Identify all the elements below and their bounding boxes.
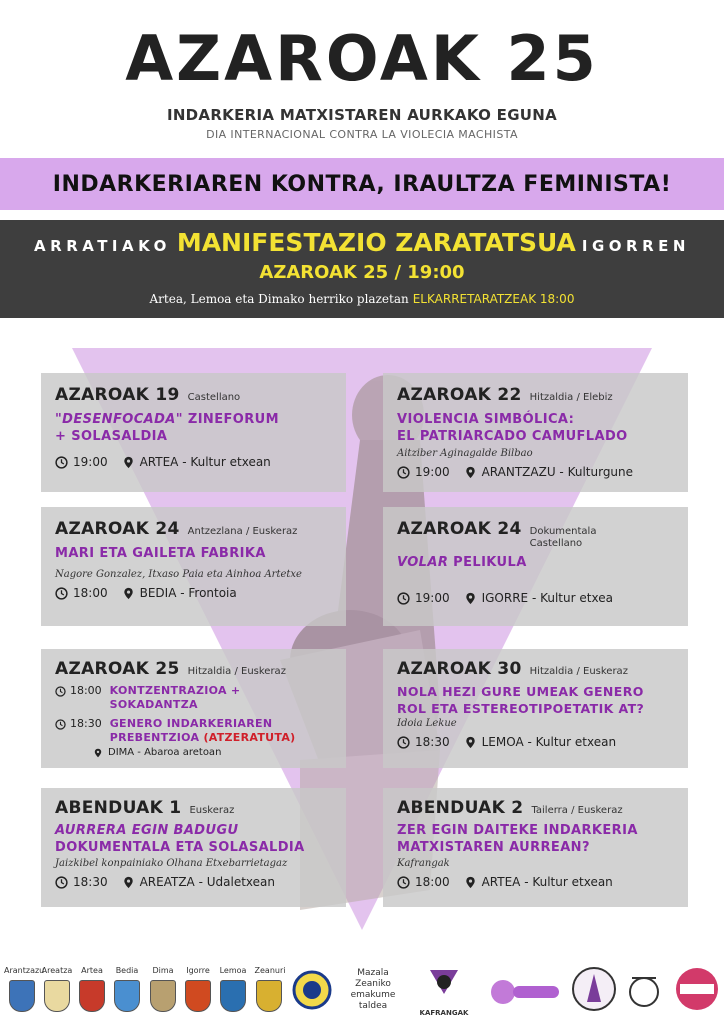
location-pin-icon: [464, 876, 477, 889]
town-label: Bedia: [115, 966, 139, 975]
event-date: AZAROAK 24: [55, 519, 180, 539]
hand-drawn-logo-icon: [622, 968, 666, 1012]
event-speaker: Jaizkibel konpainiako Olhana Etxebarrietagaz: [55, 858, 288, 869]
manifestation-datetime: AZAROAK 25 / 19:00: [259, 262, 465, 283]
event-date: AZAROAK 30: [397, 659, 522, 679]
event-title: AURRERA EGIN BADUGU DOKUMENTALA ETA SOLASALDIA: [55, 823, 305, 855]
event-title: VOLAR PELIKULA: [397, 555, 527, 570]
poster-title: AZAROAK 25: [125, 22, 599, 95]
event-place: IGORRE: [481, 591, 529, 605]
artea-coat-of-arms-icon: [79, 980, 105, 1012]
event-venue: - Kultur etxean: [178, 455, 271, 469]
manifestation-band: [0, 220, 724, 318]
event-tag: Castellano: [529, 538, 583, 549]
event-time: 18:30: [70, 717, 102, 730]
clock-icon: [55, 587, 68, 600]
footer-logos: [0, 960, 724, 1024]
manifestation-note: Artea, Lemoa eta Dimako herriko plazetan ELKARRETARATZEAK 18:00: [149, 292, 575, 306]
event-title: GENERO INDARKERIAREN PREBENTZIOA (ATZERATUTA): [109, 717, 296, 744]
manifestation-right: IGORREN: [581, 237, 690, 255]
event-card-azaroak-30[interactable]: [383, 649, 688, 768]
event-time: 19:00: [73, 455, 108, 469]
event-date: ABENDUAK 1: [55, 798, 182, 818]
zeanuri-coat-of-arms-icon: [256, 980, 282, 1012]
lemoa-coat-of-arms-icon: [220, 980, 246, 1012]
town-label: Igorre: [186, 966, 210, 975]
event-date: ABENDUAK 2: [397, 798, 524, 818]
event-speaker: Kafrangak: [397, 858, 450, 869]
clock-icon: [55, 876, 68, 889]
town-label: Arantzazu: [4, 966, 45, 975]
event-tag: Hitzaldia / Euskeraz: [529, 666, 628, 677]
location-pin-icon: [464, 466, 477, 479]
location-pin-icon: [122, 876, 135, 889]
event-place: ARTEA: [139, 455, 179, 469]
clock-icon: [397, 736, 410, 749]
purple-group-logo-icon: [485, 974, 563, 1008]
poster-subtitle: INDARKERIA MATXISTAREN AURKAKO EGUNA: [166, 106, 558, 124]
event-tag: Tailerra / Euskeraz: [531, 805, 623, 816]
event-place: AREATZA: [139, 875, 195, 889]
clock-icon: [397, 876, 410, 889]
event-time: 18:00: [73, 586, 108, 600]
town-label: Dima: [152, 966, 174, 975]
event-place: LEMOA: [481, 735, 524, 749]
clock-icon: [55, 686, 66, 697]
event-date: AZAROAK 22: [397, 385, 522, 405]
event-tag: Euskeraz: [189, 805, 235, 816]
location-pin-icon: [464, 736, 477, 749]
event-venue: - Udaletxean: [194, 875, 275, 889]
event-venue: - Abaroa aretoan: [134, 747, 222, 758]
mazala-logo-text: Mazala Zeaniko emakume taldea: [350, 968, 396, 1011]
event-venue: - Frontoia: [176, 586, 237, 600]
slogan-text: INDARKERIAREN KONTRA, IRAULTZA FEMINISTA!: [52, 171, 672, 197]
event-time: 19:00: [415, 465, 450, 479]
feminist-symbol-logo-icon: [571, 966, 617, 1012]
event-tag: Dokumentala: [529, 526, 597, 537]
event-time: 18:00: [69, 684, 102, 697]
event-card-azaroak-24-a[interactable]: [41, 507, 346, 626]
event-place: DIMA: [108, 747, 135, 758]
poster-subtitle-es: DIA INTERNACIONAL CONTRA LA VIOLECIA MACHISTA: [206, 128, 518, 141]
manifestation-left: ARRATIAKO: [34, 237, 171, 255]
event-date: AZAROAK 19: [55, 385, 180, 405]
event-card-azaroak-25[interactable]: [41, 649, 346, 768]
manifestation-title: MANIFESTAZIO ZARATATSUA: [176, 228, 576, 257]
event-title: MARI ETA GAILETA FABRIKA: [55, 546, 266, 561]
event-title: NOLA HEZI GURE UMEAK GENERO ROL ETA ESTEREOTIPOETATIK AT?: [397, 684, 645, 716]
event-card-azaroak-22[interactable]: [383, 373, 688, 492]
clock-icon: [397, 592, 410, 605]
event-card-abenduak-1[interactable]: [41, 788, 346, 907]
event-tag: Castellano: [187, 392, 241, 403]
town-label: Artea: [81, 966, 103, 975]
event-title: "DESENFOCADA" ZINEFORUM + SOLASALDIA: [55, 412, 279, 444]
arantzazu-coat-of-arms-icon: [9, 980, 35, 1012]
event-speaker: Idoia Lekue: [397, 718, 457, 729]
bedia-coat-of-arms-icon: [114, 980, 140, 1012]
event-tag: Hitzaldia / Euskeraz: [187, 666, 286, 677]
town-label: Zeanuri: [254, 966, 286, 975]
event-time: 18:30: [415, 735, 450, 749]
areatza-coat-of-arms-icon: [44, 980, 70, 1012]
event-venue: - Kultur etxean: [523, 735, 617, 749]
kafrangak-logo-icon: [422, 964, 466, 1008]
event-place: ARTEA: [481, 875, 521, 889]
dima-coat-of-arms-icon: [150, 980, 176, 1012]
event-time: 18:30: [73, 875, 108, 889]
event-tag: Antzezlana / Euskeraz: [187, 526, 298, 537]
event-time: 19:00: [415, 591, 450, 605]
zaplastu-logo-icon: [674, 966, 720, 1012]
event-title: VIOLENCIA SIMBÓLICA: EL PATRIARCADO CAMUFLADO: [397, 412, 628, 444]
clock-icon: [55, 456, 68, 469]
postponed-label: (ATZERATUTA): [203, 731, 296, 744]
event-title: ZER EGIN DAITEKE INDARKERIA MATXISTAREN AURREAN?: [397, 823, 638, 855]
location-pin-icon: [464, 592, 477, 605]
event-title: KONTZENTRAZIOA + SOKADANTZA: [109, 684, 241, 711]
location-pin-icon: [93, 748, 103, 758]
location-pin-icon: [122, 587, 135, 600]
event-speaker: Nagore Gonzalez, Itxaso Paia eta Ainhoa Artetxe: [55, 569, 302, 580]
clock-icon: [55, 719, 66, 730]
event-tag: Hitzaldia / Elebiz: [529, 392, 613, 403]
event-card-azaroak-19[interactable]: [41, 373, 346, 492]
event-place: ARANTZAZU: [481, 465, 556, 479]
town-label: Lemoa: [219, 966, 247, 975]
location-pin-icon: [122, 456, 135, 469]
event-speaker: Aitziber Aginagalde Bilbao: [397, 448, 533, 459]
event-date: AZAROAK 24: [397, 519, 522, 539]
event-date: AZAROAK 25: [55, 659, 180, 679]
kafrangak-label: KAFRANGAK: [419, 1009, 469, 1017]
slogan-band: [0, 158, 724, 210]
event-card-azaroak-24-b[interactable]: [383, 507, 688, 626]
event-time: 18:00: [415, 875, 450, 889]
clock-icon: [397, 466, 410, 479]
event-card-abenduak-2[interactable]: [383, 788, 688, 907]
round-seal-logo-icon: [292, 970, 332, 1010]
event-venue: - Kultur etxea: [528, 591, 613, 605]
igorre-coat-of-arms-icon: [185, 980, 211, 1012]
town-label: Areatza: [41, 966, 73, 975]
event-venue: - Kultur etxean: [520, 875, 613, 889]
event-venue: - Kulturgune: [555, 465, 634, 479]
manifestation-note-highlight: ELKARRETARATZEAK 18:00: [412, 292, 575, 306]
event-place: BEDIA: [139, 586, 177, 600]
